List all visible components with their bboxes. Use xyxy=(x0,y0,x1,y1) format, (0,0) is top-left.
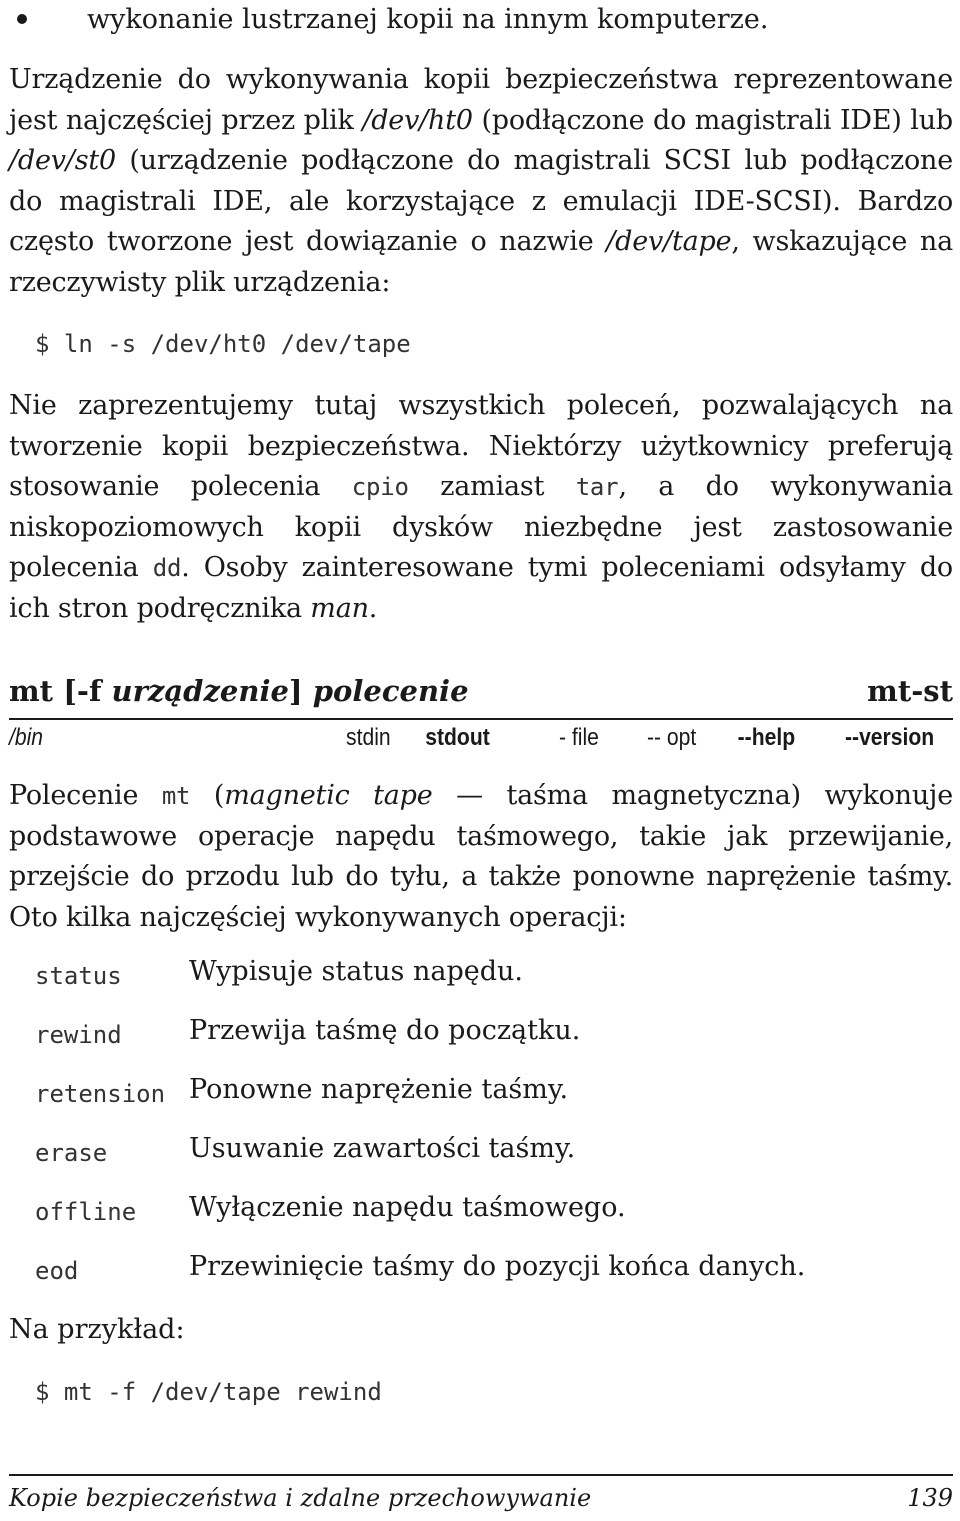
text-run: . xyxy=(368,592,378,624)
list-item xyxy=(9,1251,953,1301)
flag-stdin: stdin xyxy=(346,724,391,751)
paragraph-text xyxy=(9,776,953,938)
page-number: 139 xyxy=(907,1484,953,1512)
flag-help: --help xyxy=(737,724,796,751)
man-reference: man xyxy=(310,592,369,624)
flag-stdout: stdout xyxy=(425,724,490,751)
operation-description: Usuwanie zawartości taśmy. xyxy=(189,1133,576,1164)
operation-name: rewind xyxy=(35,1021,122,1049)
example-label: Na przykład: xyxy=(9,1314,185,1345)
paragraph-text xyxy=(9,60,953,303)
inline-code: dd xyxy=(152,554,182,582)
flag-file: - file xyxy=(559,724,599,751)
list-item xyxy=(9,1133,953,1183)
synopsis-option-arg: urządzenie xyxy=(111,674,289,708)
italic-term: magnetic tape xyxy=(224,780,433,811)
list-item xyxy=(9,1015,953,1065)
inline-code: cpio xyxy=(351,473,409,501)
synopsis-option: [-f xyxy=(63,674,112,708)
list-item xyxy=(9,956,953,1006)
text-run: . Osoby zainteresowane tymi poleceniami odsyłamy do ich stron podręcznika xyxy=(9,552,953,624)
bullet-icon xyxy=(17,14,27,24)
synopsis-option-close: ] xyxy=(288,674,303,708)
text-run: ( xyxy=(190,780,225,811)
operation-description: Wyłączenie napędu taśmowego. xyxy=(189,1192,626,1223)
flag-path: /bin xyxy=(9,724,44,751)
synopsis-package: mt-st xyxy=(867,674,953,708)
operation-name: offline xyxy=(35,1198,137,1226)
bullet-text: wykonanie lustrzanej kopii na innym komputerze. xyxy=(87,4,769,35)
paragraph-device xyxy=(9,60,953,303)
file-path: /dev/tape xyxy=(606,226,732,257)
text-run: , wskazujące na rzeczywisty plik urządzenia: xyxy=(9,226,954,298)
command-flags-row xyxy=(9,720,952,758)
synopsis-command: mt xyxy=(9,674,54,708)
paragraph-commands xyxy=(9,386,953,629)
inline-code: mt xyxy=(161,782,191,810)
text-run: Urządzenie do wykonywania kopii bezpieczeństwa reprezentowane jest najczęściej przez plik xyxy=(9,64,953,136)
footer-chapter-title: Kopie bezpieczeństwa i zdalne przechowywanie xyxy=(9,1484,592,1512)
flag-version: --version xyxy=(845,724,935,751)
operation-name: eod xyxy=(35,1257,79,1285)
inline-code: tar xyxy=(575,473,619,501)
text-run: (urządzenie podłączone do magistrali SCSI lub podłączone do magistrali IDE, ale korzystające z emulacji IDE-SCSI). Bardzo często tworzone jest dowiązanie o nazwie xyxy=(9,145,953,257)
file-path: /dev/st0 xyxy=(9,145,116,176)
command-synopsis xyxy=(9,674,953,720)
operation-description: Wypisuje status napędu. xyxy=(189,956,523,987)
operation-name: retension xyxy=(35,1080,166,1108)
text-run: Nie zaprezentujemy tutaj wszystkich poleceń, pozwalających na tworzenie kopii bezpieczeństwa. Niektórzy użytkownicy preferują stosowanie polecenia xyxy=(9,390,953,502)
operation-description: Ponowne naprężenie taśmy. xyxy=(189,1074,569,1105)
file-path: /dev/ht0 xyxy=(362,104,473,136)
paragraph-text xyxy=(9,386,953,629)
text-run: , a do wykonywania niskopoziomowych kopii dysków niezbędne jest zastosowanie polecenia xyxy=(9,471,953,583)
list-item xyxy=(9,1074,953,1124)
synopsis-usage xyxy=(9,674,469,708)
list-item xyxy=(9,1192,953,1242)
text-run: Polecenie xyxy=(9,780,162,811)
text-run: zamiast xyxy=(408,471,576,502)
command-example-mt: $ mt -f /dev/tape rewind xyxy=(35,1378,382,1406)
flag-opt: -- opt xyxy=(647,724,697,751)
synopsis-argument: polecenie xyxy=(312,674,469,708)
command-example-ln: $ ln -s /dev/ht0 /dev/tape xyxy=(35,330,411,358)
text-run: — taśma magnetyczna) wykonuje podstawowe operacje napędu taśmowego, takie jak przewijanie, przejście do przodu lub do tyłu, a także ponowne naprężenie taśmy. Oto kilka najczęściej wykonywanych operacji: xyxy=(9,780,953,933)
operation-description: Przewija taśmę do początku. xyxy=(189,1015,581,1046)
operation-name: erase xyxy=(35,1139,108,1167)
text-run: (podłączone do magistrali IDE) lub xyxy=(472,104,954,136)
operation-name: status xyxy=(35,962,122,990)
footer-divider xyxy=(9,1474,953,1476)
paragraph-mt-description xyxy=(9,776,953,938)
operation-description: Przewinięcie taśmy do pozycji końca danych. xyxy=(189,1251,806,1282)
